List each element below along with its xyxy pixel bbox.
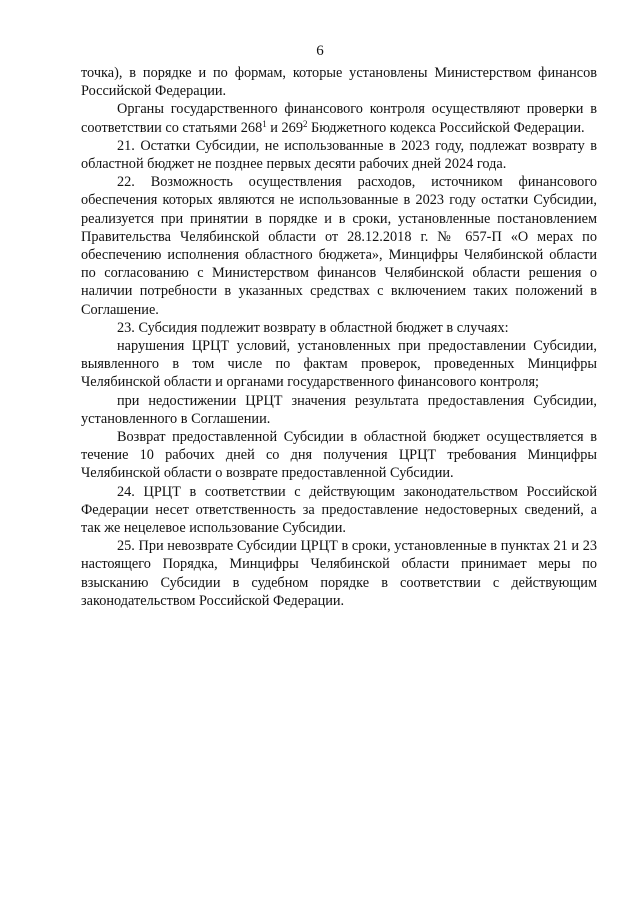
paragraph-23-case-1: нарушения ЦРЦТ условий, установленных при предоставлении Субсидии, выявленного в том числе по фактам проверок, проведенных Минцифры Челябинской области и органами государственного финансового контроля;: [81, 338, 597, 391]
document-body: [81, 64, 597, 610]
paragraph-text: Органы государственного финансового контроля осуществляют проверки в соответствии со статьями 268: [81, 101, 597, 136]
footnote-marker: 1: [262, 118, 267, 129]
paragraph-23: 23. Субсидия подлежит возврату в областной бюджет в случаях:: [117, 319, 509, 336]
paragraph-continuation: точка), в порядке и по формам, которые установлены Министерством финансов Российской Федерации.: [81, 65, 597, 100]
footnote-marker: 2: [302, 118, 308, 129]
paragraph-23-case-2: при недостижении ЦРЦТ значения результата предоставления Субсидии, установленного в Соглашении.: [81, 392, 597, 427]
paragraph-24: 24. ЦРЦТ в соответствии с действующим законодательством Российской Федерации несет ответственность за предоставление недостоверных сведений, а так же нецелевое использование Субсидии.: [81, 483, 597, 537]
paragraph-25: 25. При невозврате Субсидии ЦРЦТ в сроки, установленные в пунктах 21 и 23 настоящего Порядка, Минцифры Челябинской области принимает меры по взысканию Субсидии в судебном порядке в соответствии с действующим законодательством Российской Федерации.: [81, 538, 597, 609]
paragraph-text: Бюджетного кодекса Российской Федерации.: [307, 119, 585, 136]
paragraph-return-terms: Возврат предоставленной Субсидии в областной бюджет осуществляется в течение 10 рабочих дней со дня получения ЦРЦТ требования Минцифры Челябинской области о возврате предоставленной Субсидии.: [81, 429, 597, 482]
page-number: 6: [316, 43, 324, 59]
paragraph-22: 22. Возможность осуществления расходов, источником финансового обеспечения которых являются не использованные в 2023 году остатки Субсидии, реализуется при принятии в порядке и в сроки, установленные постановлением Правительства Челябинской области от 28.12.2018 г. № 657-П «О мерах по обеспечению исполнения областного бюджета», Минцифры Челябинской области по согласованию с Министерством финансов Челябинской области решения о наличии потребности в указанных средствах с включением таких положений в Соглашение.: [81, 174, 597, 318]
paragraph-21: 21. Остатки Субсидии, не использованные в 2023 году, подлежат возврату в областной бюджет не позднее первых десяти рабочих дней 2024 года.: [81, 137, 597, 173]
paragraph-audit-bodies: [81, 100, 597, 136]
paragraph-text: и 269: [266, 119, 303, 136]
